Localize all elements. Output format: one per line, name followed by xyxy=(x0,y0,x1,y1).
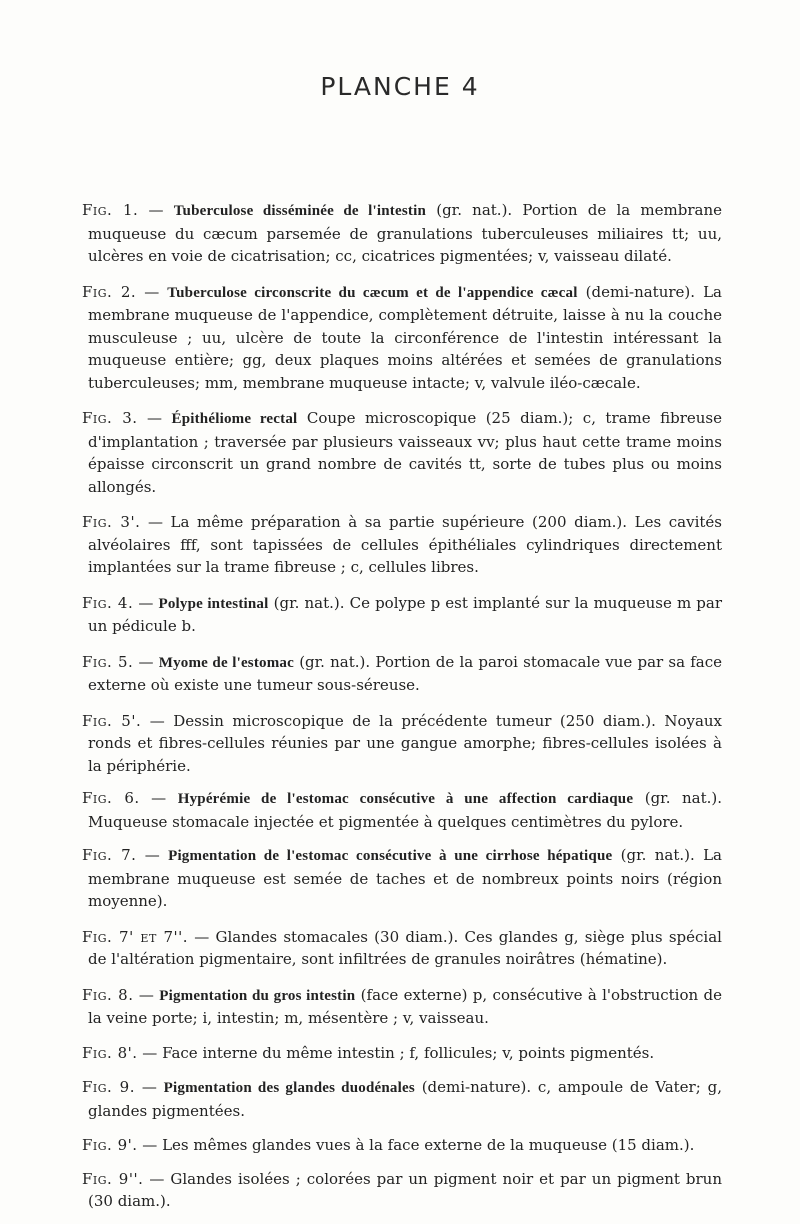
figure-legend-entry xyxy=(82,1168,722,1213)
figure-description: (gr. nat.). La membrane muqueuse est semée de taches et de nombreux points noirs (région moyenne). xyxy=(88,846,722,910)
dash-separator: — xyxy=(138,201,174,219)
figure-number: Fig. 9'. xyxy=(82,1136,138,1154)
figure-description: (gr. nat.). Portion de la paroi stomacale vue par sa face externe où existe une tumeur sous-séreuse. xyxy=(88,652,723,694)
figure-number: Fig. 8'. xyxy=(82,1043,138,1062)
figure-number: Fig. 7. xyxy=(82,846,137,864)
dash-separator: — xyxy=(136,846,169,864)
figure-description: (face externe) p, consécutive à l'obstruction de la veine porte; i, intestin; m, mésentère ; v, vaisseau. xyxy=(88,985,722,1027)
figure-number: Fig. 8. xyxy=(82,985,134,1004)
dash-separator: — xyxy=(188,927,216,946)
figure-heading: Tuberculose circonscrite du cæcum et de l'appendice cæcal xyxy=(167,284,578,301)
figure-description: Les mêmes glandes vues à la face externe de la muqueuse (15 diam.). xyxy=(162,1136,695,1154)
figure-heading: Pigmentation des glandes duodénales xyxy=(163,1080,415,1096)
figure-legend-entry xyxy=(82,407,722,498)
figure-description: (gr. nat.). Muqueuse stomacale injectée et pigmentée à quelques centimètres du pylore. xyxy=(88,789,723,831)
dash-separator: — xyxy=(133,652,159,671)
figure-legend-entry xyxy=(82,281,722,395)
figure-description: Dessin microscopique de la précédente tumeur (250 diam.). Noyaux ronds et fibres-cellules réunies par une gangue amorphe; fibres-cellules isolées à la périphérie. xyxy=(88,711,723,775)
figure-legend-entry xyxy=(82,592,722,638)
figure-heading: Pigmentation de l'estomac consécutive à une cirrhose hépatique xyxy=(168,848,613,864)
figure-number: Fig. 1. xyxy=(82,201,139,219)
figure-description: La même préparation à sa partie supérieure (200 diam.). Les cavités alvéolaires fff, sont tapissées de cellules épithéliales cylindriques directement implantées sur la trame fibreuse ; c, cellules libres. xyxy=(88,513,722,576)
figure-number: Fig. 5'. xyxy=(82,711,142,730)
figure-legend-entry xyxy=(82,926,722,971)
figure-heading: Polype intestinal xyxy=(158,595,269,612)
figure-number: Fig. 9''. xyxy=(82,1169,144,1188)
dash-separator: — xyxy=(136,282,168,301)
dash-separator: — xyxy=(133,985,160,1004)
figure-legend-list xyxy=(82,187,722,1213)
figure-description: Glandes isolées ; colorées par un pigment noir et par un pigment brun (30 diam.). xyxy=(88,1169,722,1210)
figure-number: Fig. 9. xyxy=(82,1078,135,1096)
figure-number: Fig. 5. xyxy=(82,652,134,671)
figure-number: Fig. 4. xyxy=(82,593,134,612)
figure-heading: Tuberculose disséminée de l'intestin xyxy=(173,203,427,219)
figure-number: Fig. 2. xyxy=(82,282,137,301)
figure-legend-entry xyxy=(82,984,722,1030)
dash-separator: — xyxy=(137,1043,163,1062)
figure-legend-entry xyxy=(82,1134,722,1157)
figure-heading: Pigmentation du gros intestin xyxy=(159,987,356,1004)
figure-number: Fig. 3'. xyxy=(82,513,141,531)
page-title: PLANCHE 4 xyxy=(320,72,480,101)
figure-legend-entry xyxy=(82,710,722,778)
figure-heading: Épithéliome rectal xyxy=(171,411,298,427)
dash-separator: — xyxy=(141,711,174,730)
dash-separator: — xyxy=(137,1136,163,1154)
figure-legend-entry xyxy=(82,511,722,579)
figure-heading: Myome de l'estomac xyxy=(158,654,294,671)
figure-description: Glandes stomacales (30 diam.). Ces glandes g, siège plus spécial de l'altération pigmentaire, sont infiltrées de granules noirâtres (hématine). xyxy=(88,927,722,968)
dash-separator: — xyxy=(143,1169,171,1188)
figure-legend-entry xyxy=(82,199,722,268)
dash-separator: — xyxy=(137,409,172,427)
figure-number: Fig. 6. xyxy=(82,789,140,807)
figure-description: (gr. nat.). Ce polype p est implanté sur la muqueuse m par un pédicule b. xyxy=(88,593,723,635)
figure-description: (demi-nature). c, ampoule de Vater; g, glandes pigmentées. xyxy=(88,1078,722,1120)
figure-description: Coupe microscopique (25 diam.); c, trame fibreuse d'implantation ; traversée par plusieurs vaisseaux vv; plus haut cette trame moins épaisse circonscrit un grand nombre de cavités tt, sorte de tubes plus ou moins allongés. xyxy=(88,409,723,496)
figure-legend-entry xyxy=(82,1042,722,1065)
figure-heading: Hypérémie de l'estomac consécutive à une affection cardiaque xyxy=(177,791,634,807)
dash-separator: — xyxy=(134,1078,164,1096)
dash-separator: — xyxy=(139,789,178,807)
figure-description: (demi-nature). La membrane muqueuse de l'appendice, complètement détruite, laisse à nu la couche musculeuse ; uu, ulcère de toute la circonférence de l'intestin intéressant la muqueuse entière; gg, deux plaques moins altérées et semées de granulations tuberculeuses; mm, membrane muqueuse intacte; v, valvule iléo-cæcale. xyxy=(88,282,722,392)
figure-legend-entry xyxy=(82,787,722,833)
figure-legend-entry xyxy=(82,1076,722,1122)
figure-number: Fig. 7' et 7''. xyxy=(82,927,189,946)
figure-number: Fig. 3. xyxy=(82,409,138,427)
figure-legend-entry xyxy=(82,844,722,913)
figure-description: (gr. nat.). Portion de la membrane muqueuse du cæcum parsemée de granulations tuberculeuses miliaires tt; uu, ulcères en voie de cicatrisation; cc, cicatrices pigmentées; v, vaisseau dilaté. xyxy=(88,201,722,265)
dash-separator: — xyxy=(133,593,159,612)
dash-separator: — xyxy=(140,513,171,531)
figure-legend-entry xyxy=(82,651,722,697)
figure-description: Face interne du même intestin ; f, follicules; v, points pigmentés. xyxy=(162,1043,655,1062)
